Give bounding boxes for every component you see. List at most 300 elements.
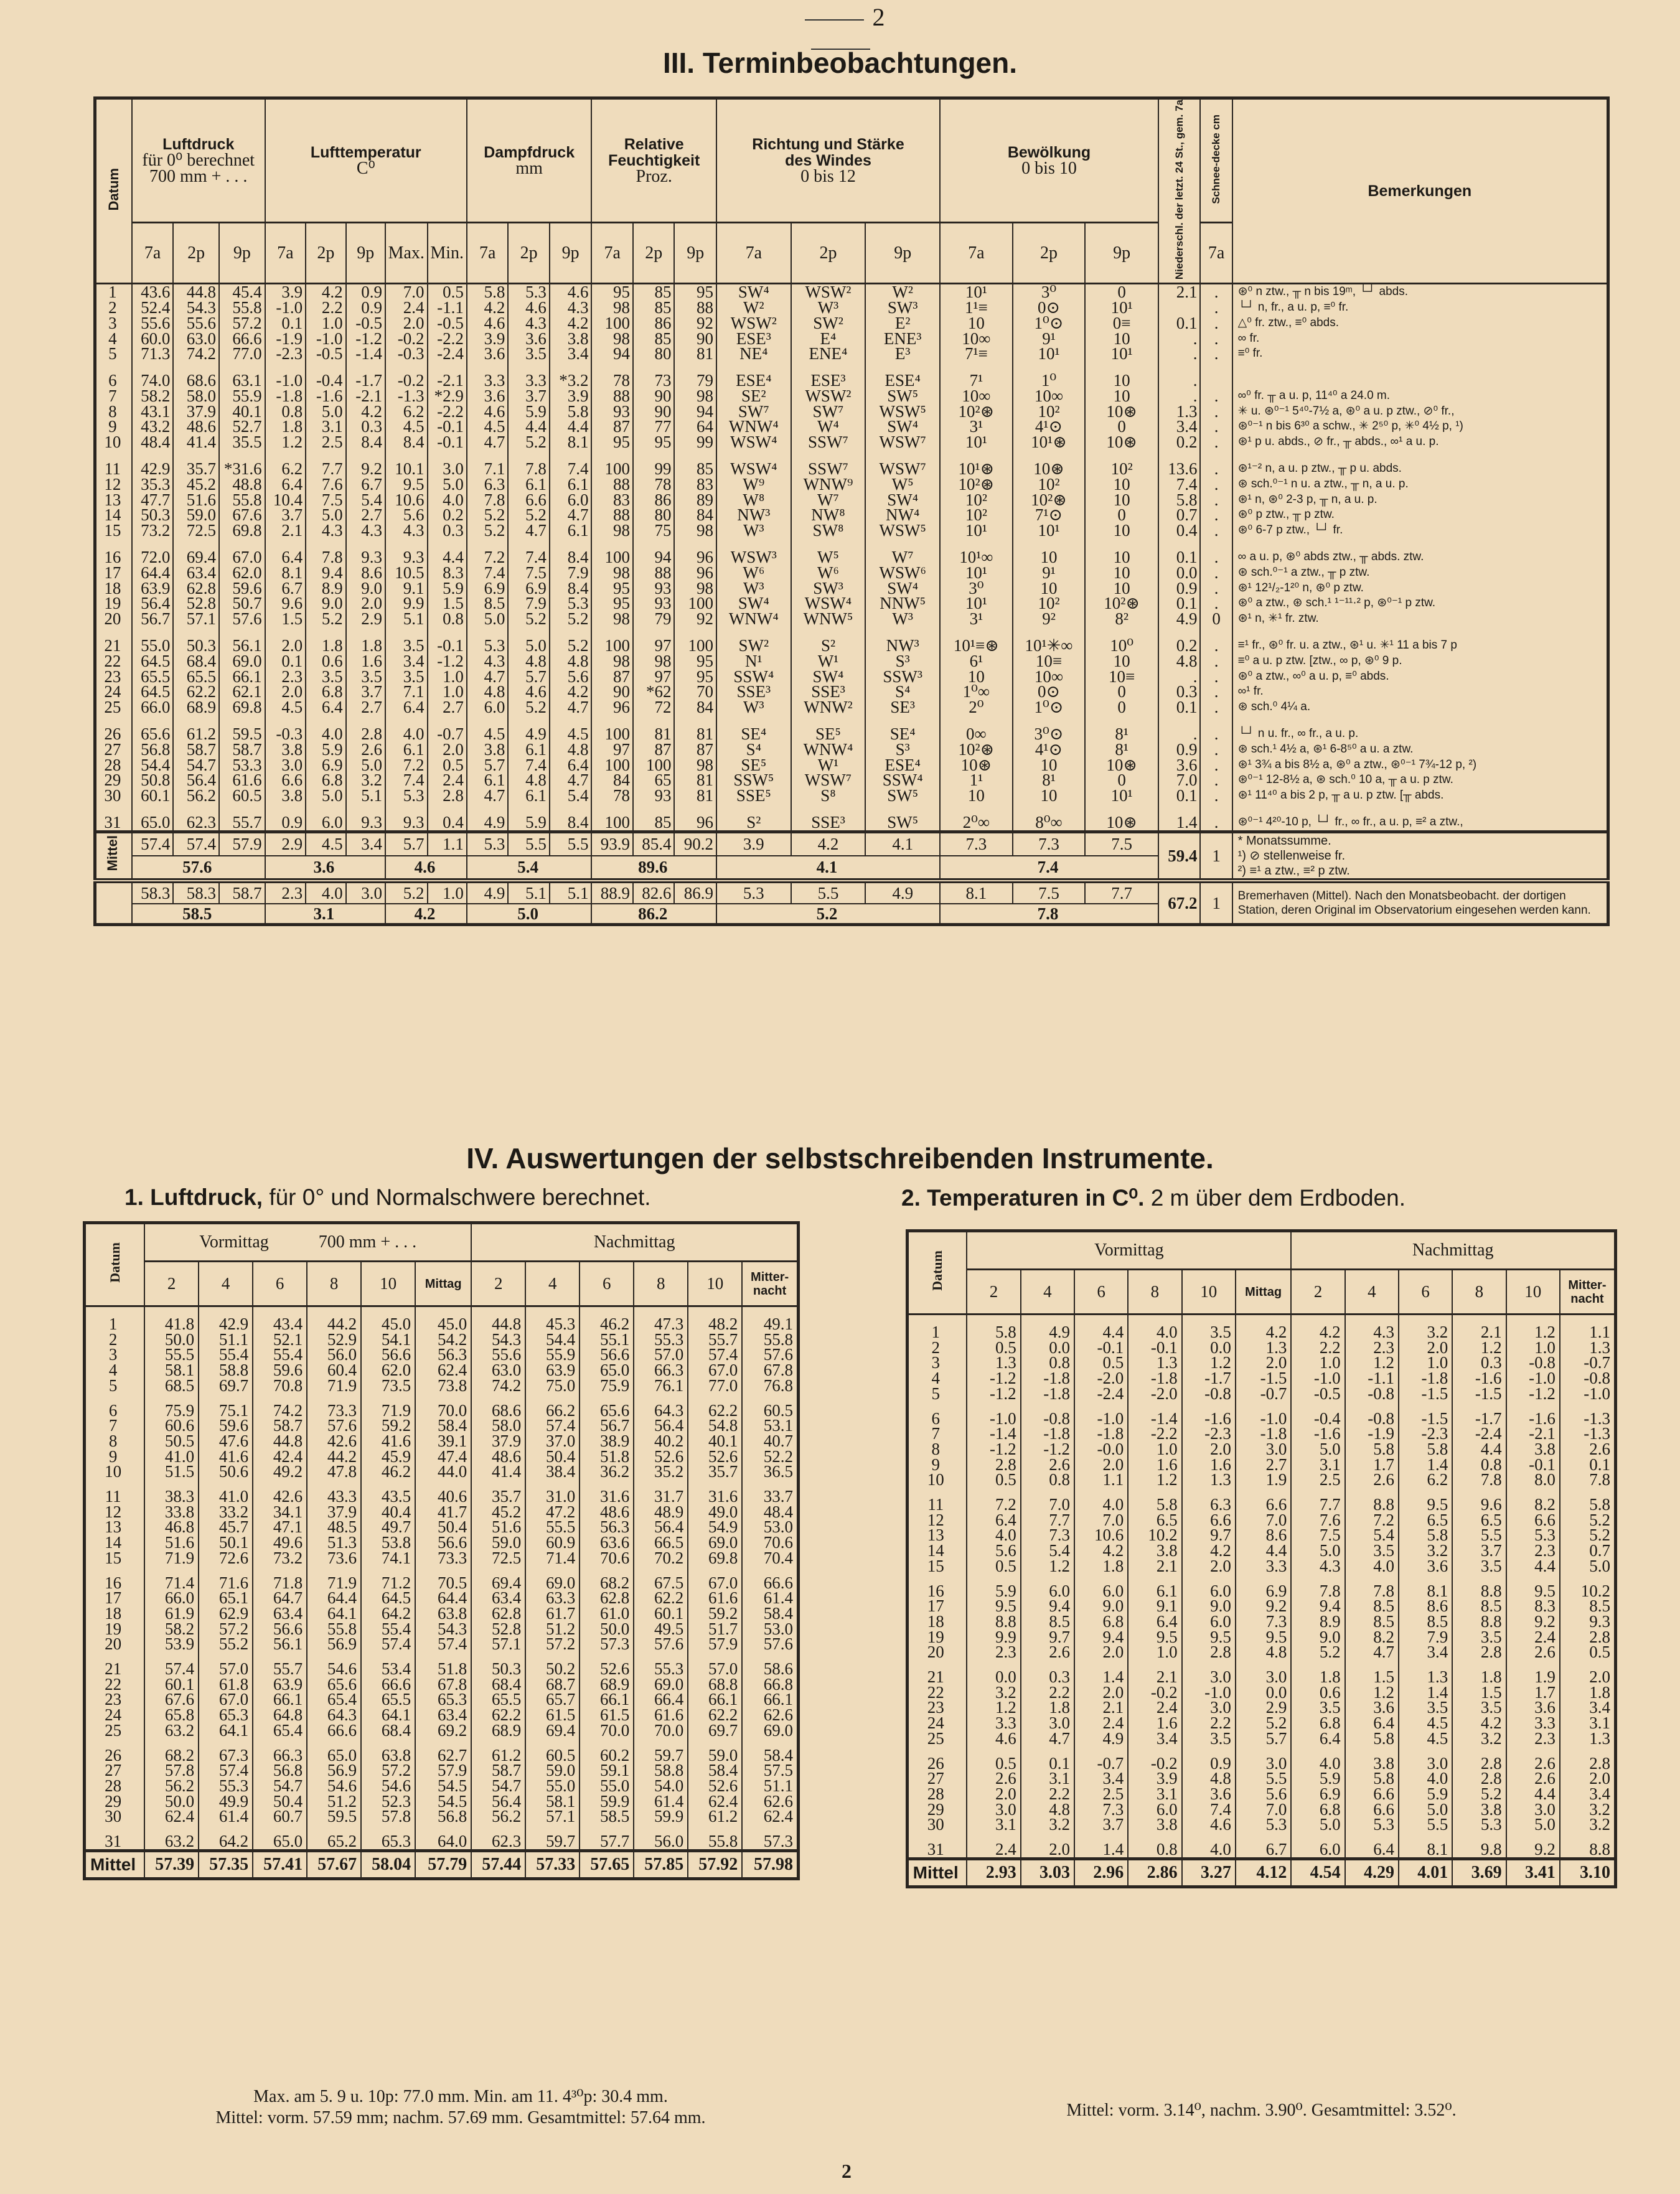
- cell: 3.0: [265, 757, 306, 773]
- cell: 4.3: [346, 523, 385, 538]
- cell: -0.7: [428, 715, 467, 742]
- cell: 10≡: [1085, 669, 1158, 685]
- table-row: [908, 1527, 1616, 1543]
- cell: 2.4: [1506, 1629, 1560, 1645]
- cell: 54.3: [173, 300, 219, 316]
- cell: 5.1: [508, 881, 550, 904]
- cell: 67.0: [688, 1362, 742, 1378]
- cell: △⁰ fr. ztw., ≡⁰ abds.: [1232, 316, 1608, 331]
- bremen-label: [95, 881, 132, 925]
- table-row: [908, 1660, 1616, 1685]
- cell: 3.1: [306, 419, 345, 434]
- cell: 4.0: [1074, 1488, 1128, 1512]
- cell: 98: [591, 611, 633, 627]
- cell: 50.0: [144, 1794, 199, 1809]
- cell: 5.8: [1345, 1731, 1399, 1746]
- cell: 5.2: [385, 881, 428, 904]
- cell: 5.3: [716, 881, 791, 904]
- cell: 36.5: [742, 1464, 798, 1479]
- cell: 40.1: [688, 1433, 742, 1449]
- cell: 5.5: [1236, 1771, 1292, 1786]
- mittel-cell: 57.39: [144, 1850, 199, 1878]
- date-cell: 18: [908, 1614, 967, 1629]
- cell: ESE⁴: [865, 362, 940, 388]
- cell: 95: [674, 284, 716, 300]
- cell: 4.5: [385, 419, 428, 434]
- cell: 0.6: [1291, 1685, 1344, 1700]
- cell: 90: [633, 404, 675, 420]
- table-row: [85, 1433, 799, 1449]
- table-row: [95, 581, 1608, 596]
- cell: 75.9: [580, 1378, 634, 1394]
- cell: 10¹: [1013, 346, 1086, 362]
- cell: 4.2: [1182, 1543, 1236, 1559]
- subheader-3: 7a: [265, 222, 306, 283]
- table-row: [85, 1794, 799, 1809]
- cell: 69.7: [199, 1378, 253, 1394]
- cell: 2.1: [1128, 1660, 1181, 1685]
- cell: 61.8: [199, 1677, 253, 1692]
- cell: 3: [95, 316, 132, 331]
- cell: 1.1: [1074, 1472, 1128, 1488]
- cell: 3.8: [1345, 1746, 1399, 1771]
- cell: -0.5: [428, 316, 467, 331]
- cell: 6.8: [1074, 1614, 1128, 1629]
- cell: 7.1: [467, 450, 509, 477]
- cell: 10: [1085, 565, 1158, 581]
- cell: 66.0: [144, 1590, 199, 1606]
- cell: SW⁷: [716, 404, 791, 420]
- cell: 50.6: [199, 1464, 253, 1479]
- cell: 63.8: [361, 1738, 415, 1763]
- cell: 6.6: [1345, 1802, 1399, 1817]
- cell: 5.7: [467, 757, 509, 773]
- cell: -0.7: [1236, 1386, 1292, 1402]
- cell: 46.8: [144, 1519, 199, 1535]
- cell: -1.0: [1074, 1402, 1128, 1427]
- cell: 69.0: [742, 1723, 798, 1738]
- cell: 55.4: [253, 1347, 307, 1362]
- cell: 9.0: [1291, 1629, 1344, 1645]
- date-cell: 15: [908, 1559, 967, 1574]
- cell: 65.3: [361, 1824, 415, 1850]
- cell: 8²: [1085, 611, 1158, 627]
- subheader-13: 9p: [674, 222, 716, 283]
- cell: WNW⁴: [791, 742, 866, 757]
- cell: 1.8: [306, 627, 345, 654]
- cell: SW⁴: [716, 284, 791, 300]
- table-row: [95, 507, 1608, 523]
- cell: 100: [591, 316, 633, 331]
- cell: 1.3: [1236, 1340, 1292, 1356]
- cell: 93: [591, 404, 633, 420]
- cell: 83: [674, 477, 716, 492]
- cell: 52.9: [307, 1332, 361, 1348]
- cell: 93.9: [591, 832, 633, 855]
- cell: 1.4: [1074, 1832, 1128, 1859]
- cell: 65.2: [307, 1824, 361, 1850]
- cell: 10²⊛: [1013, 492, 1086, 508]
- cell: 9.5: [1506, 1574, 1560, 1599]
- cell: 55.2: [199, 1636, 253, 1652]
- table-row: [85, 1362, 799, 1378]
- cell: 4.4: [1452, 1442, 1506, 1457]
- cell: 6.1: [508, 477, 550, 492]
- cell: 62.2: [634, 1590, 688, 1606]
- cell: 2.5: [1291, 1472, 1344, 1488]
- cell: 58.7: [219, 881, 265, 904]
- cell: 61.0: [580, 1606, 634, 1621]
- cell: WNW²: [791, 700, 866, 715]
- cell: 4.7: [550, 772, 592, 788]
- cell: 4.6: [1182, 1817, 1236, 1832]
- header-niederschlag: Niederschl. der letzt. 24 St., gem. 7a: [1158, 98, 1201, 284]
- cell: 6.4: [1345, 1715, 1399, 1731]
- cell: 3.8: [265, 788, 306, 804]
- mittel-cell: 3.27: [1182, 1859, 1236, 1887]
- cell: 2⁰: [940, 700, 1013, 715]
- cell: 66.1: [253, 1692, 307, 1707]
- cell: 63.2: [144, 1824, 199, 1850]
- cell: 9²: [1013, 611, 1086, 627]
- cell: 3.4: [346, 832, 385, 855]
- cell: 69.0: [634, 1677, 688, 1692]
- cell: 0.5: [967, 1472, 1020, 1488]
- cell: 10¹: [940, 523, 1013, 538]
- cell: 71.8: [253, 1566, 307, 1591]
- mittel-cell: 3.69: [1452, 1859, 1506, 1887]
- cell: 56.8: [132, 742, 174, 757]
- cell: 8.3: [1506, 1598, 1560, 1614]
- cell: 3¹: [940, 419, 1013, 434]
- cell: 40.1: [219, 404, 265, 420]
- cell: 78: [591, 362, 633, 388]
- cell: 56.3: [415, 1347, 471, 1362]
- cell: 2.8: [1452, 1644, 1506, 1660]
- cell: 4.8: [1236, 1644, 1292, 1660]
- date-cell: 24: [908, 1715, 967, 1731]
- cell: 40.6: [415, 1479, 471, 1504]
- cell: 1.2: [1182, 1355, 1236, 1371]
- table-row: [85, 1778, 799, 1794]
- cell: 7.8: [1345, 1574, 1399, 1599]
- cell: 65.5: [132, 669, 174, 685]
- cell: 2.6: [1021, 1457, 1074, 1473]
- cell: 56.2: [144, 1778, 199, 1794]
- cell: 67.5: [634, 1566, 688, 1591]
- cell: 41.4: [173, 434, 219, 450]
- cell: 72: [633, 700, 675, 715]
- cell: 61.2: [688, 1809, 742, 1824]
- cell: 0.8: [1021, 1355, 1074, 1371]
- mittel-schnee: 1: [1200, 832, 1232, 881]
- cell: 71.3: [132, 346, 174, 362]
- cell: 7.8: [306, 538, 345, 565]
- cell: 95: [591, 581, 633, 596]
- cell: 10²⊛: [940, 477, 1013, 492]
- cell: 2.8: [346, 715, 385, 742]
- cell: 1.1: [1560, 1315, 1616, 1340]
- cell: 40.7: [742, 1433, 798, 1449]
- cell: 8.9: [1291, 1614, 1344, 1629]
- cell: 52.8: [471, 1621, 525, 1637]
- cell: 57.7: [580, 1824, 634, 1850]
- cell: 7.4: [1158, 477, 1201, 492]
- cell: 4.4: [1506, 1559, 1560, 1574]
- table-row: [908, 1340, 1616, 1356]
- cell: 41.8: [144, 1306, 199, 1332]
- date-cell: 5: [85, 1378, 145, 1394]
- cell: 10⊛: [1085, 404, 1158, 420]
- cell: -2.2: [1128, 1426, 1181, 1442]
- cell: -0.3: [265, 715, 306, 742]
- cell: 57.5: [742, 1763, 798, 1778]
- cell: 1.2: [1345, 1355, 1399, 1371]
- cell: 6.7: [346, 477, 385, 492]
- table-row: [85, 1449, 799, 1465]
- table-row: [85, 1464, 799, 1479]
- cell: -1.9: [265, 331, 306, 347]
- cell: .: [1200, 538, 1232, 565]
- cell: 9.2: [1506, 1614, 1560, 1629]
- cell: .: [1158, 669, 1201, 685]
- cell: ⊛¹ 12¹/₂-1²⁰ n, ⊛⁰ p ztw.: [1232, 581, 1608, 596]
- cell: -1.2: [967, 1371, 1020, 1386]
- cell: 5.9: [967, 1574, 1020, 1599]
- cell: 3.0: [1236, 1660, 1292, 1685]
- cell: S²: [791, 627, 866, 654]
- t2-col-2: 6: [1074, 1270, 1128, 1315]
- cell: 0.5: [1074, 1355, 1128, 1371]
- cell: ESE³: [791, 362, 866, 388]
- cell: 81: [674, 788, 716, 804]
- cell: 10: [1085, 362, 1158, 388]
- cell: 61.5: [525, 1707, 580, 1723]
- cell: 7.8: [1560, 1472, 1616, 1488]
- date-cell: 9: [908, 1457, 967, 1473]
- cell: 48.6: [580, 1504, 634, 1520]
- cell: 3.5: [1452, 1629, 1506, 1645]
- cell: 8¹: [1013, 772, 1086, 788]
- date-cell: 3: [908, 1355, 967, 1371]
- cell: 7.2: [467, 538, 509, 565]
- cell: 6.4: [967, 1512, 1020, 1528]
- cell: 10: [940, 316, 1013, 331]
- cell: 7.2: [385, 757, 428, 773]
- cell: 0.7: [1560, 1543, 1616, 1559]
- cell: 7¹≡: [940, 346, 1013, 362]
- cell: 35.3: [132, 477, 174, 492]
- cell: 37.0: [525, 1433, 580, 1449]
- cell: W²: [716, 300, 791, 316]
- cell: ∞ fr.: [1232, 331, 1608, 347]
- cell: 8⁰∞: [1013, 804, 1086, 832]
- cell: -1.6: [1182, 1402, 1236, 1427]
- cell: SE⁵: [791, 715, 866, 742]
- cell: 52.6: [580, 1652, 634, 1677]
- cell: 62.4: [144, 1809, 199, 1824]
- cell: 3.5: [1452, 1559, 1506, 1574]
- date-cell: 26: [85, 1738, 145, 1763]
- cell: 4.6: [967, 1731, 1020, 1746]
- cell: -1.0: [1560, 1386, 1616, 1402]
- table-row: [95, 596, 1608, 611]
- cell: 61.6: [219, 772, 265, 788]
- cell: SSE⁵: [716, 788, 791, 804]
- cell: 5.8: [1128, 1488, 1181, 1512]
- cell: 62.9: [199, 1606, 253, 1621]
- cell: 70.8: [253, 1378, 307, 1394]
- date-cell: 6: [85, 1394, 145, 1418]
- table-row: [95, 477, 1608, 492]
- cell: -0.5: [306, 346, 345, 362]
- cell: 7.0: [1074, 1512, 1128, 1528]
- table-row: [85, 1677, 799, 1692]
- cell: 3.0: [967, 1802, 1020, 1817]
- cell: 9.3: [346, 538, 385, 565]
- cell: 43.6: [132, 284, 174, 300]
- cell: 63.0: [173, 331, 219, 347]
- cell: SW³: [865, 300, 940, 316]
- cell: 8.4: [550, 804, 592, 832]
- cell: 55.6: [173, 316, 219, 331]
- cell: SSE³: [791, 684, 866, 700]
- cell: 2.3: [967, 1644, 1020, 1660]
- cell: 7.0: [385, 284, 428, 300]
- cell: .: [1200, 627, 1232, 654]
- cell: 3.5: [306, 669, 345, 685]
- cell: 80: [633, 346, 675, 362]
- cell: -1.6: [306, 388, 345, 404]
- t1-col-11: Mitter-nacht: [742, 1262, 798, 1306]
- cell: 5.3: [508, 284, 550, 300]
- cell: 6.0: [1182, 1574, 1236, 1599]
- table-row: [95, 565, 1608, 581]
- cell: 63.3: [525, 1590, 580, 1606]
- cell: 75.0: [525, 1378, 580, 1394]
- cell: 3.6: [467, 388, 509, 404]
- combined-cell: 7.8: [940, 904, 1158, 925]
- cell: 1.0: [1128, 1442, 1181, 1457]
- cell: 1.7: [1506, 1685, 1560, 1700]
- cell: 0.5: [967, 1340, 1020, 1356]
- cell: 5.3: [1452, 1817, 1506, 1832]
- cell: 0.2: [1158, 434, 1201, 450]
- cell: 65.1: [199, 1590, 253, 1606]
- cell: 7.3: [1021, 1527, 1074, 1543]
- cell: 56.4: [132, 596, 174, 611]
- cell: 4.3: [1345, 1315, 1399, 1340]
- cell: 10.6: [385, 492, 428, 508]
- cell: 2.9: [346, 611, 385, 627]
- cell: 35.7: [173, 450, 219, 477]
- date-cell: 28: [85, 1778, 145, 1794]
- cell: 70.6: [742, 1535, 798, 1550]
- cell: 10∞: [940, 388, 1013, 404]
- cell: -0.1: [428, 419, 467, 434]
- cell: 2.0: [428, 742, 467, 757]
- cell: 4.8: [508, 654, 550, 669]
- cell: 2.0: [1074, 1457, 1128, 1473]
- cell: 3.8: [1452, 1802, 1506, 1817]
- cell: 2.6: [1560, 1442, 1616, 1457]
- cell: W¹: [791, 654, 866, 669]
- subheader-10: 9p: [550, 222, 592, 283]
- cell: ⊛¹ 3¾ a bis 8½ a, ⊛⁰ a ztw., ⊛⁰⁻¹ 7¾-12 p, ²): [1232, 757, 1608, 773]
- cell: 8.8: [1452, 1574, 1506, 1599]
- cell: 5.4: [1345, 1527, 1399, 1543]
- cell: 55.0: [132, 627, 174, 654]
- cell: 2.2: [1182, 1715, 1236, 1731]
- cell: 1.3: [1128, 1355, 1181, 1371]
- cell: -0.8: [1345, 1402, 1399, 1427]
- cell: 3.0: [1236, 1746, 1292, 1771]
- cell: SW⁴: [865, 492, 940, 508]
- cell: [1158, 300, 1201, 316]
- cell: 0.0: [1182, 1340, 1236, 1356]
- table-row: [908, 1629, 1616, 1645]
- cell: 3.9: [467, 331, 509, 347]
- cell: 2.1: [1158, 284, 1201, 300]
- cell: 5.9: [428, 581, 467, 596]
- cell: 2.6: [1021, 1644, 1074, 1660]
- cell: 2.1: [265, 523, 306, 538]
- cell: ∞ a u. p, ⊛⁰ abds ztw., ╥ abds. ztw.: [1232, 538, 1608, 565]
- cell: -1.0: [265, 300, 306, 316]
- cell: .: [1200, 404, 1232, 420]
- cell: 2.7: [428, 700, 467, 715]
- cell: 56.6: [580, 1347, 634, 1362]
- cell: 10¹✳∞: [1013, 627, 1086, 654]
- date-cell: 31: [85, 1824, 145, 1850]
- cell: 56.4: [634, 1519, 688, 1535]
- date-cell: 19: [908, 1629, 967, 1645]
- cell: 6.0: [1182, 1614, 1236, 1629]
- cell: 68.7: [525, 1677, 580, 1692]
- cell: 2.3: [1506, 1731, 1560, 1746]
- cell: 4.8: [550, 742, 592, 757]
- cell: .: [1200, 772, 1232, 788]
- cell: 56.1: [219, 627, 265, 654]
- cell: 9.9: [967, 1629, 1020, 1645]
- cell: 2.0: [265, 684, 306, 700]
- cell: 2.4: [1128, 1700, 1181, 1715]
- cell: 10.2: [1560, 1574, 1616, 1599]
- cell: 60.9: [525, 1535, 580, 1550]
- cell: 66.1: [580, 1692, 634, 1707]
- table-row: [95, 804, 1608, 832]
- table-row: [95, 284, 1608, 300]
- cell: 10²: [1013, 404, 1086, 420]
- cell: -0.1: [1506, 1457, 1560, 1473]
- cell: 67.6: [219, 507, 265, 523]
- cell: 8.2: [1345, 1629, 1399, 1645]
- cell: 50.3: [132, 507, 174, 523]
- cell: -1.7: [1182, 1371, 1236, 1386]
- cell: 5.1: [550, 881, 592, 904]
- cell: 1.5: [428, 596, 467, 611]
- cell: 8.8: [1560, 1832, 1616, 1859]
- cell: 45.3: [525, 1306, 580, 1332]
- cell: -1.5: [1236, 1371, 1292, 1386]
- cell: 6.4: [385, 700, 428, 715]
- cell: 5.7: [1236, 1731, 1292, 1746]
- table-row: [908, 1543, 1616, 1559]
- cell: 31.6: [688, 1479, 742, 1504]
- t1-note-1: Max. am 5. 9 u. 10p: 77.0 mm. Min. am 11. 4³⁰p: 30.4 mm.: [253, 2087, 668, 2106]
- cell: 4.7: [508, 523, 550, 538]
- cell: 10²: [940, 492, 1013, 508]
